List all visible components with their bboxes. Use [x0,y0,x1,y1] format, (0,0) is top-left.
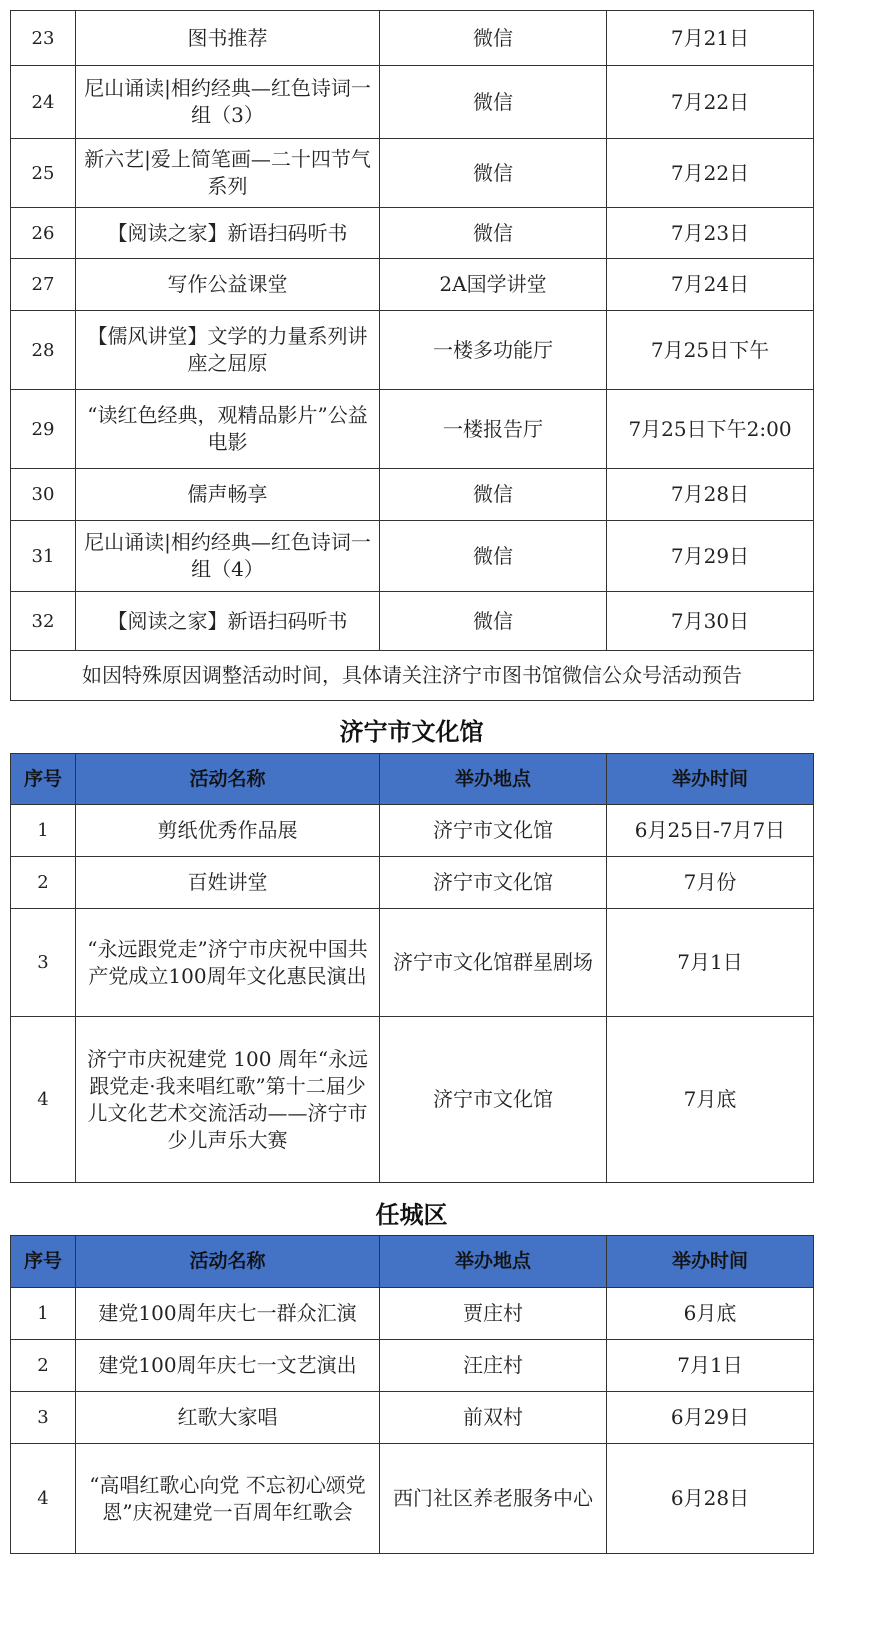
table-row [11,909,814,1017]
section-title-culture-center: 济宁市文化馆 [339,718,484,746]
header-time: 举办时间 [607,754,814,805]
activity-place: 济宁市文化馆 [380,857,607,909]
activity-name: 建党100周年庆七一文艺演出 [76,1340,380,1392]
row-number: 25 [11,139,76,208]
table-row [11,857,814,909]
activity-name: 【儒风讲堂】文学的力量系列讲座之屈原 [76,311,380,390]
activity-place: 微信 [380,208,607,259]
header-place: 举办地点 [380,754,607,805]
activity-time: 7月份 [607,857,814,909]
row-number: 23 [11,11,76,66]
activity-name: 尼山诵读|相约经典—红色诗词一组（3） [76,66,380,139]
row-number: 3 [11,909,76,1017]
table-row [11,1392,814,1444]
table-row [11,1340,814,1392]
table-row [11,592,814,651]
activity-name: 百姓讲堂 [76,857,380,909]
rencheng-activity-table [10,1235,814,1554]
row-number: 2 [11,857,76,909]
library-activity-table [10,10,814,701]
table-row [11,469,814,521]
activity-time: 7月底 [607,1017,814,1183]
header-number: 序号 [11,1236,76,1288]
activity-time: 7月25日下午 [607,311,814,390]
header-activity-name: 活动名称 [76,1236,380,1288]
activity-name: 建党100周年庆七一群众汇演 [76,1288,380,1340]
table-note-row [11,651,814,701]
row-number: 3 [11,1392,76,1444]
table-row [11,208,814,259]
activity-time: 7月1日 [607,1340,814,1392]
activity-place: 微信 [380,469,607,521]
activity-place: 济宁市文化馆 [380,805,607,857]
activity-place: 济宁市文化馆 [380,1017,607,1183]
activity-place: 贾庄村 [380,1288,607,1340]
table-row [11,805,814,857]
table-row [11,259,814,311]
activity-time: 6月底 [607,1288,814,1340]
activity-place: 前双村 [380,1392,607,1444]
activity-time: 6月25日-7月7日 [607,805,814,857]
activity-time: 6月28日 [607,1444,814,1554]
activity-name: 【阅读之家】新语扫码听书 [76,208,380,259]
table-row [11,139,814,208]
activity-time: 7月28日 [607,469,814,521]
activity-time: 6月29日 [607,1392,814,1444]
table-header-row [11,754,814,805]
activity-time: 7月22日 [607,66,814,139]
table-row [11,1017,814,1183]
section-title-rencheng: 任城区 [375,1201,448,1229]
activity-name: 济宁市庆祝建党 100 周年“永远跟党走·我来唱红歌”第十二届少儿文化艺术交流活动——济宁市少儿声乐大赛 [76,1017,380,1183]
table-header-row [11,1236,814,1288]
header-number: 序号 [11,754,76,805]
activity-time: 7月24日 [607,259,814,311]
row-number: 28 [11,311,76,390]
activity-time: 7月25日下午2:00 [607,390,814,469]
activity-place: 2A国学讲堂 [380,259,607,311]
activity-time: 7月29日 [607,521,814,592]
table-row [11,390,814,469]
row-number: 32 [11,592,76,651]
activity-place: 微信 [380,11,607,66]
activity-place: 汪庄村 [380,1340,607,1392]
activity-name: “高唱红歌心向党 不忘初心颂党恩”庆祝建党一百周年红歌会 [76,1444,380,1554]
activity-place: 西门社区养老服务中心 [380,1444,607,1554]
activity-name: 红歌大家唱 [76,1392,380,1444]
activity-name: 剪纸优秀作品展 [76,805,380,857]
activity-name: 图书推荐 [76,11,380,66]
activity-place: 微信 [380,66,607,139]
activity-time: 7月21日 [607,11,814,66]
table-row [11,521,814,592]
row-number: 1 [11,1288,76,1340]
row-number: 31 [11,521,76,592]
activity-time: 7月22日 [607,139,814,208]
row-number: 24 [11,66,76,139]
header-time: 举办时间 [607,1236,814,1288]
table-note: 如因特殊原因调整活动时间，具体请关注济宁市图书馆微信公众号活动预告 [11,651,814,701]
table-row [11,66,814,139]
table-row [11,1288,814,1340]
row-number: 2 [11,1340,76,1392]
table-row [11,11,814,66]
activity-place: 微信 [380,521,607,592]
activity-name: “永远跟党走”济宁市庆祝中国共产党成立100周年文化惠民演出 [76,909,380,1017]
table-row [11,311,814,390]
activity-place: 微信 [380,139,607,208]
row-number: 29 [11,390,76,469]
activity-place: 一楼报告厅 [380,390,607,469]
activity-time: 7月1日 [607,909,814,1017]
activity-place: 微信 [380,592,607,651]
activity-name: 儒声畅享 [76,469,380,521]
activity-place: 济宁市文化馆群星剧场 [380,909,607,1017]
activity-time: 7月23日 [607,208,814,259]
activity-name: “读红色经典，观精品影片”公益电影 [76,390,380,469]
row-number: 26 [11,208,76,259]
activity-name: 写作公益课堂 [76,259,380,311]
activity-name: 尼山诵读|相约经典—红色诗词一组（4） [76,521,380,592]
row-number: 30 [11,469,76,521]
activity-place: 一楼多功能厅 [380,311,607,390]
activity-time: 7月30日 [607,592,814,651]
header-place: 举办地点 [380,1236,607,1288]
activity-name: 【阅读之家】新语扫码听书 [76,592,380,651]
row-number: 1 [11,805,76,857]
table-row [11,1444,814,1554]
activity-name: 新六艺|爱上简笔画—二十四节气系列 [76,139,380,208]
row-number: 4 [11,1017,76,1183]
row-number: 4 [11,1444,76,1554]
row-number: 27 [11,259,76,311]
header-activity-name: 活动名称 [76,754,380,805]
culture-center-activity-table [10,753,814,1183]
